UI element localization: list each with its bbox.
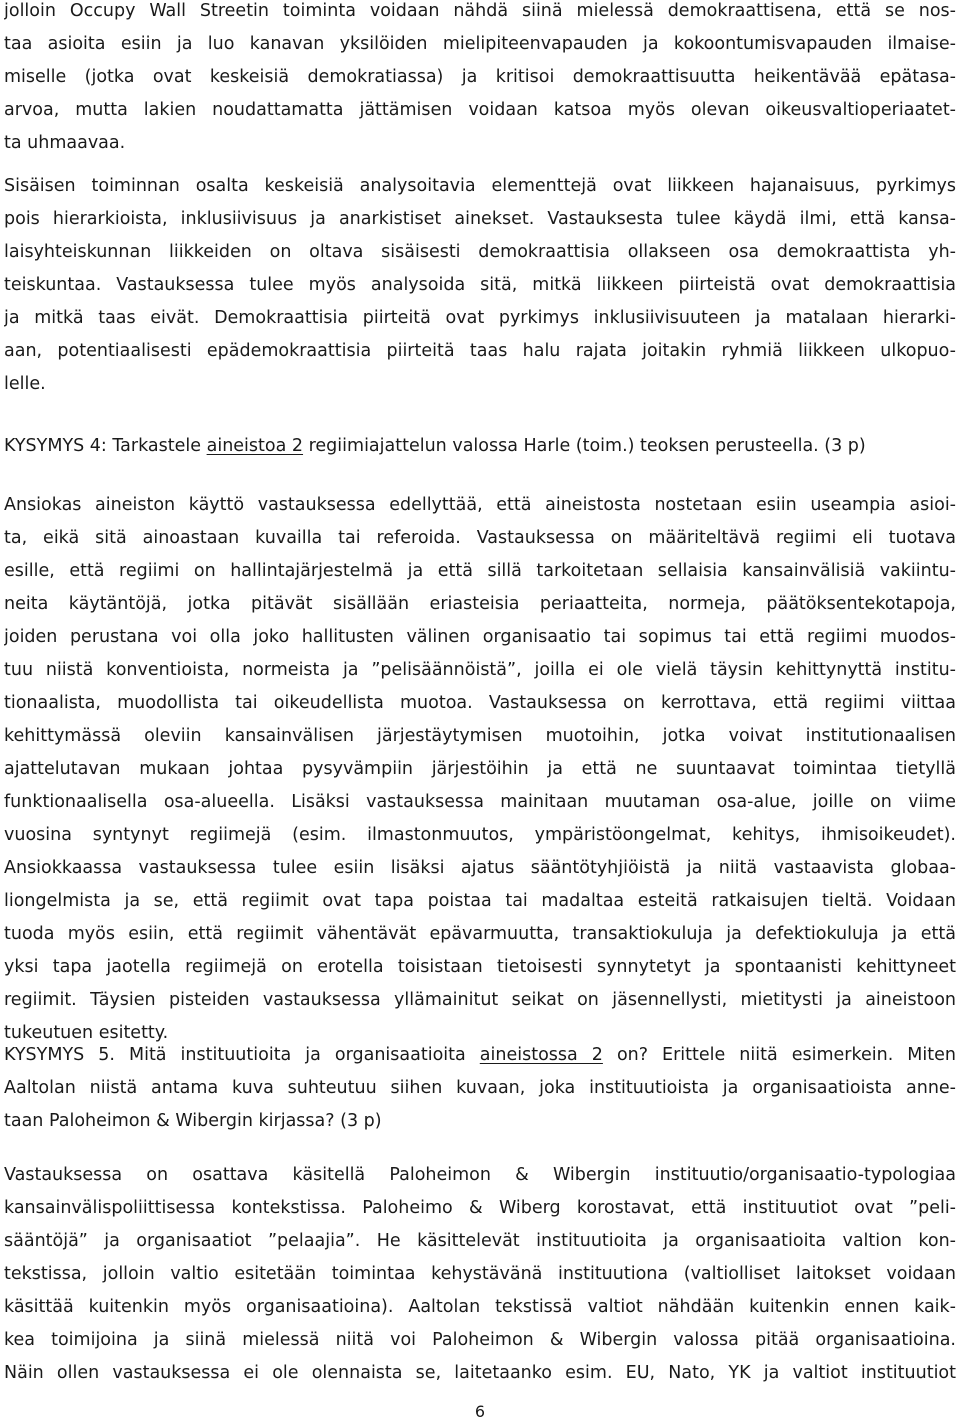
text-line: Vastauksessa on osattava käsitellä Paloheimon & Wibergin instituutio/organisaatio-typologiaa [4, 1165, 956, 1185]
text-line: laisyhteiskunnan liikkeiden on oltava sisäisesti demokraattisia ollakseen osa demokraattista yh- [4, 242, 956, 262]
text-line: tuoda myös esiin, että regiimit vähentävät epävarmuutta, transaktiokuluja ja defektiokuluja ja että [4, 924, 956, 944]
material-2-link[interactable]: aineistossa 2 [479, 1045, 603, 1065]
text-line: ta, eikä sitä ainoastaan kuvailla tai referoida. Vastauksessa on määriteltävä regiimi eli tuotava [4, 528, 956, 548]
text-line: käsittää kuitenkin myös organisaatioina). Aaltolan tekstissä valtiot nähdään kuitenkin ennen kaik- [4, 1297, 956, 1317]
text-line: tekstissa, jolloin valtio esitetään toimintaa kehystävänä instituutiona (valtiolliset laitokset voidaan [4, 1264, 956, 1284]
text-line: lelle. [4, 374, 46, 394]
text-line: aan, potentiaalisesti epädemokraattisia piirteitä taas halu rajata joitakin ryhmiä liikkeen ulkopuo- [4, 341, 956, 361]
question-4-line [4, 430, 956, 463]
text-line: funktionaalisella osa-alueella. Lisäksi vastauksessa mainitaan muutaman osa-alue, joille on viime [4, 792, 956, 812]
question-5-line: taan Paloheimon & Wibergin kirjassa? (3 p) [4, 1111, 382, 1131]
question-4-rest: regiimiajattelun valossa Harle (toim.) teoksen perusteella. (3 p) [308, 436, 866, 456]
text-line: tionaalista, muodollista tai oikeudellista muotoa. Vastauksessa on kerrottava, että regiimi viittaa [4, 693, 956, 713]
question-5 [4, 1039, 956, 1138]
text-line: neita käytäntöjä, jotka pitävät sisällään eriasteisia periaatteita, normeja, päätöksentekotapoja, [4, 594, 956, 614]
material-2-link[interactable]: aineistoa 2 [206, 436, 304, 456]
text-line: yksi tapa jaotella regiimejä on erotella toisistaan tietoisesti synnytetyt ja spontaanisti kehittyneet [4, 957, 956, 977]
paragraph-regime-answer [4, 489, 956, 1050]
text-line: teiskuntaa. Vastauksessa tulee myös analysoida sitä, mitkä liikkeen piirteistä ovat demokraattisia [4, 275, 956, 295]
text-line: liongelmista ja se, että regiimit ovat tapa poistaa tai madaltaa esteitä ratkaisujen tieltä. Voidaan [4, 891, 956, 911]
text-line: taa asioita esiin ja luo kanavan yksilöiden mielipiteenvapauden ja kokoontumisvapauden ilmaise- [4, 34, 956, 54]
text-line: kea toimijoina ja siinä mielessä niitä voi Paloheimon & Wibergin valossa pitää organisaatioina. [4, 1330, 956, 1350]
paragraph-institutions-answer [4, 1159, 956, 1390]
page-number: 6 [474, 1402, 486, 1421]
text-line: pois hierarkioista, inklusiivisuus ja anarkistiset ainekset. Vastauksesta tulee käydä ilmi, että kansa- [4, 209, 956, 229]
question-4-label: KYSYMYS 4: Tarkastele [4, 436, 202, 456]
text-line: vuosina syntynyt regiimejä (esim. ilmastonmuutos, ympäristöongelmat, kehitys, ihmisoikeudet). [4, 825, 956, 845]
text-line: ajattelutavan mukaan johtaa pysyvämpiin järjestöihin ja että ne suuntaavat toimintaa tietyllä [4, 759, 956, 779]
text-line: ta uhmaavaa. [4, 133, 126, 153]
text-line: esille, että regiimi on hallintajärjestelmä ja että sillä tarkoitetaan sellaisia kansainvälisiä vakiintu- [4, 561, 956, 581]
text-line: Näin ollen vastauksessa ei ole olennaista se, laitetaanko esim. EU, Nato, YK ja valtiot instituutiot [4, 1363, 956, 1383]
question-5-line: Aaltolan niistä antama kuva suhteutuu siihen kuvaan, joka instituutioista ja organisaatioista anne- [4, 1078, 956, 1098]
text-line: Ansiokkaassa vastauksessa tulee esiin lisäksi ajatus sääntötyhjiöistä ja niitä vastaavista globaa- [4, 858, 956, 878]
paragraph-internal-activity [4, 170, 956, 401]
text-line: tuu niistä konventioista, normeista ja ”pelisäännöistä”, joilla ei ole vielä täysin kehittynyttä institu- [4, 660, 956, 680]
text-line: kansainvälispoliittisessa kontekstissa. Paloheimo & Wiberg korostavat, että instituutiot ovat ”peli- [4, 1198, 956, 1218]
text-line: regiimit. Täysien pisteiden vastauksessa yllämainitut seikat on jäsennellysti, mietitysti ja aineistoon [4, 990, 956, 1010]
text-line: sääntöjä” ja organisaatiot ”pelaajia”. He käsittelevät instituutioita ja organisaatioita valtion kon- [4, 1231, 956, 1251]
text-line: Ansiokas aineiston käyttö vastauksessa edellyttää, että aineistosta nostetaan esiin useampia asioi- [4, 495, 956, 515]
text-line: kehittymässä oleviin kansainvälisen järjestäytymisen muotoihin, jotka voivat institutionaalisen [4, 726, 956, 746]
text-line: Sisäisen toiminnan osalta keskeisiä analysoitavia elementtejä ovat liikkeen hajanaisuus, pyrkimys [4, 176, 956, 196]
text-line: miselle (jotka ovat keskeisiä demokratiassa) ja kritisoi demokraattisuutta heikentävää epätasa- [4, 67, 956, 87]
question-5-text: on? Erittele niitä esimerkein. Miten [616, 1045, 956, 1065]
text-line: ja mitkä taas eivät. Demokraattisia piirteitä ovat pyrkimys inklusiivisuuteen ja matalaan hierarki- [4, 308, 956, 328]
question-5-label: KYSYMYS 5. Mitä instituutioita ja organisaatioita [4, 1045, 466, 1065]
text-line: joiden perustana voi olla joko hallitusten välinen organisaatio tai sopimus tai että regiimi muodos- [4, 627, 956, 647]
question-4 [4, 430, 956, 463]
text-line: tukeutuen esitetty. [4, 1023, 169, 1043]
paragraph-occupy [4, 0, 956, 160]
text-line: jolloin Occupy Wall Streetin toiminta voidaan nähdä siinä mielessä demokraattisena, että se nos- [4, 1, 956, 21]
question-5-line [4, 1039, 956, 1072]
text-line: arvoa, mutta lakien noudattamatta jättämisen voidaan katsoa myös olevan oikeusvaltioperiaatet- [4, 100, 956, 120]
